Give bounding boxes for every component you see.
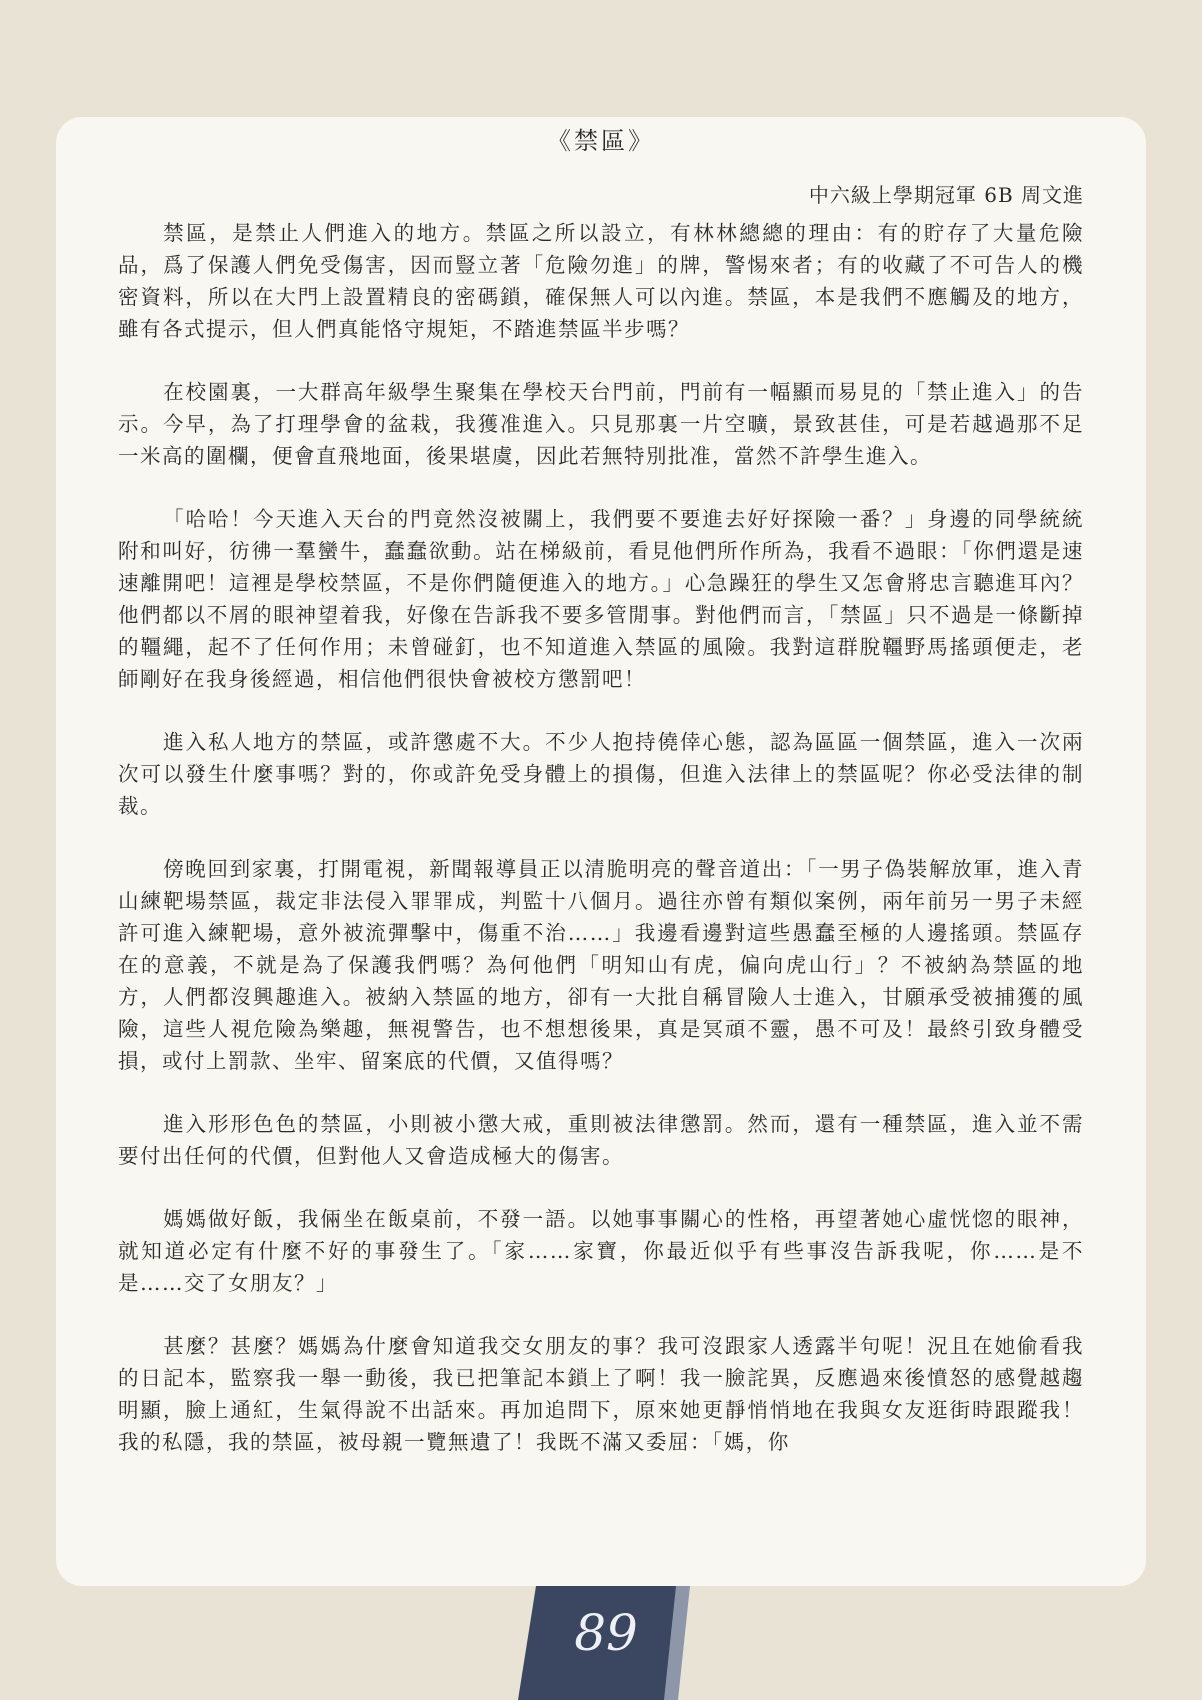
page-number: 89 <box>574 1604 638 1662</box>
page-number-tab <box>518 1586 690 1700</box>
author-byline: 中六級上學期冠軍 6B 周文進 <box>808 182 1084 207</box>
paragraph: 傍晚回到家裏，打開電視，新聞報導員正以清脆明亮的聲音道出：「一男子偽裝解放軍，進入青山練靶場禁區，裁定非法侵入罪罪成，判監十八個月。過往亦曾有類似案例，兩年前另一男子未經許可進入練靶場，意外被流彈擊中，傷重不治……」我邊看邊對這些愚蠢至極的人邊搖頭。禁區存在的意義，不就是為了保護我們嗎？為何他們「明知山有虎，偏向虎山行」？不被納為禁區的地方，人們都沒興趣進入。被納入禁區的地方，卻有一大批自稱冒險人士進入，甘願承受被捕獲的風險，這些人視危險為樂趣，無視警告，也不想想後果，真是冥頑不靈，愚不可及！最終引致身體受損，或付上罰款、坐牢、留案底的代價，又值得嗎？ <box>118 856 1084 1073</box>
article-body <box>118 217 1084 1458</box>
paragraph: 「哈哈！今天進入天台的門竟然沒被關上，我們要不要進去好好探險一番？」身邊的同學統統附和叫好，彷彿一羣蠻牛，蠢蠢欲動。站在梯級前，看見他們所作所為，我看不過眼：「你們還是速速離開吧！這裡是學校禁區，不是你們隨便進入的地方。」心急躁狂的學生又怎會將忠言聽進耳內？他們都以不屑的眼神望着我，好像在告訴我不要多管閒事。對他們而言，「禁區」只不過是一條斷掉的韁繩，起不了任何作用；未曾碰釘，也不知道進入禁區的風險。我對這群脫韁野馬搖頭便走，老師剛好在我身後經過，相信他們很快會被校方懲罰吧！ <box>118 506 1084 691</box>
article-title: 《禁區》 <box>547 127 655 155</box>
article-card <box>56 117 1146 1586</box>
paragraph: 媽媽做好飯，我倆坐在飯桌前，不發一語。以她事事關心的性格，再望著她心虛恍惚的眼神，就知道必定有什麼不好的事發生了。「家……家寶，你最近似乎有些事沒告訴我呢，你……是不是……交了女朋友？」 <box>118 1206 1084 1295</box>
paragraph: 在校園裏，一大群高年級學生聚集在學校天台門前，門前有一幅顯而易見的「禁止進入」的告示。今早，為了打理學會的盆栽，我獲准進入。只見那裏一片空曠，景致甚佳，可是若越過那不足一米高的圍欄，便會直飛地面，後果堪虞，因此若無特別批准，當然不許學生進入。 <box>118 379 1084 468</box>
paragraph: 甚麼？甚麼？媽媽為什麼會知道我交女朋友的事？我可沒跟家人透露半句呢！況且在她偷看我的日記本，監察我一舉一動後，我已把筆記本鎖上了啊！我一臉詫異，反應過來後憤怒的感覺越趨明顯，臉上通紅，生氣得說不出話來。再加追問下，原來她更靜悄悄地在我與女友逛街時跟蹤我！我的私隱，我的禁區，被母親一覽無遺了！我既不滿又委屈：「媽，你 <box>118 1333 1084 1454</box>
paragraph: 禁區，是禁止人們進入的地方。禁區之所以設立，有林林總總的理由：有的貯存了大量危險品，爲了保護人們免受傷害，因而豎立著「危險勿進」的牌，警惕來者；有的收藏了不可告人的機密資料，所以在大門上設置精良的密碼鎖，確保無人可以內進。禁區，本是我們不應觸及的地方，雖有各式提示，但人們真能恪守規矩，不踏進禁區半步嗎？ <box>118 220 1084 341</box>
paragraph: 進入私人地方的禁區，或許懲處不大。不少人抱持僥倖心態，認為區區一個禁區，進入一次兩次可以發生什麼事嗎？對的，你或許免受身體上的損傷，但進入法律上的禁區呢？你必受法律的制裁。 <box>118 729 1084 818</box>
paragraph: 進入形形色色的禁區，小則被小懲大戒，重則被法律懲罰。然而，還有一種禁區，進入並不需要付出任何的代價，但對他人又會造成極大的傷害。 <box>118 1111 1084 1168</box>
